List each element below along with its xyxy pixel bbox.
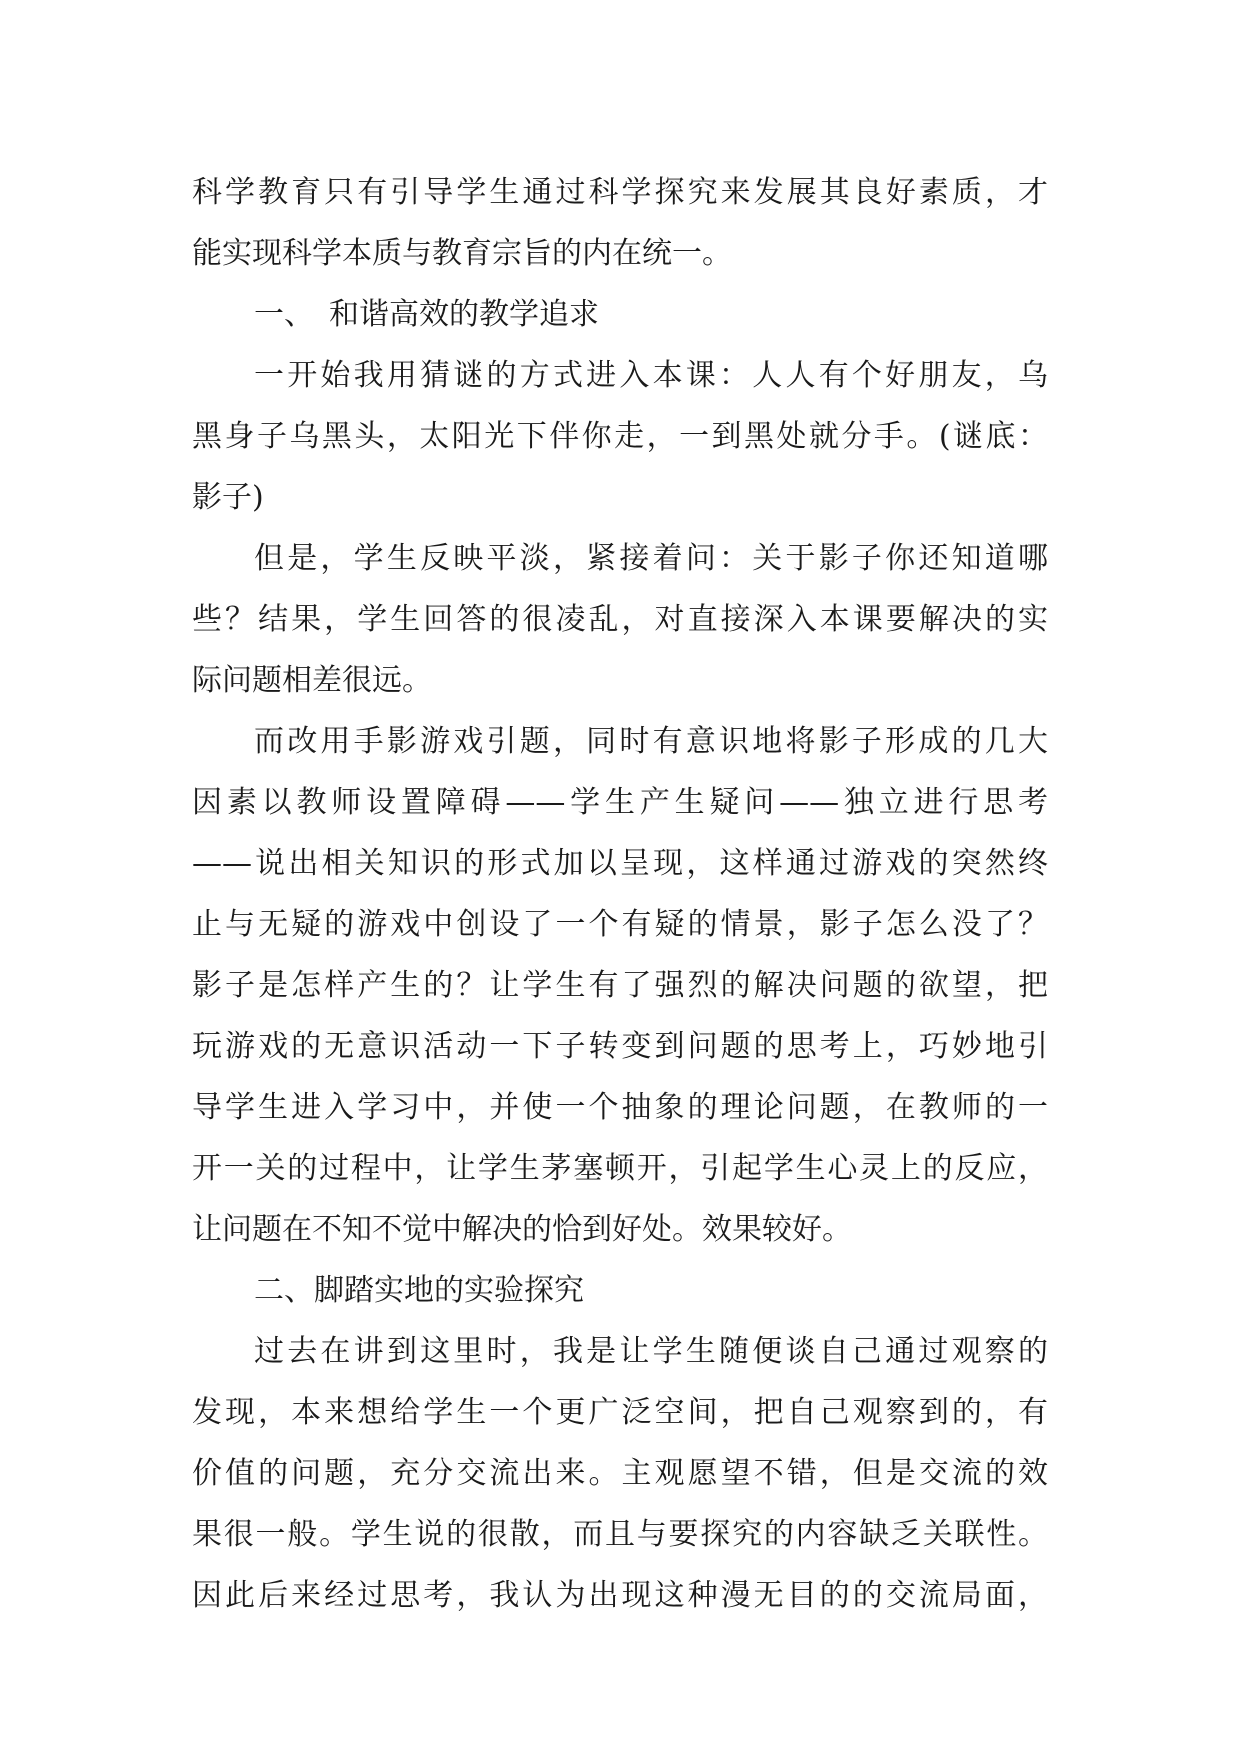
text-line: ——说出相关知识的形式加以呈现，这样通过游戏的突然终 — [192, 846, 1048, 881]
text-line: 但是，学生反映平淡，紧接着问：关于影子你还知道哪 — [254, 541, 1048, 576]
text-line: 际问题相差很远。 — [192, 663, 432, 698]
text-line: 止与无疑的游戏中创设了一个有疑的情景，影子怎么没了？ — [192, 907, 1048, 942]
text-line: 发现，本来想给学生一个更广泛空间，把自己观察到的，有 — [192, 1395, 1048, 1430]
document-body — [192, 162, 1048, 1626]
text-line: 能实现科学本质与教育宗旨的内在统一。 — [192, 236, 732, 271]
section-heading: 一、 和谐高效的教学追求 — [254, 297, 599, 332]
text-line: 而改用手影游戏引题，同时有意识地将影子形成的几大 — [254, 724, 1048, 759]
text-line: 让问题在不知不觉中解决的恰到好处。效果较好。 — [192, 1212, 852, 1247]
text-line: 黑身子乌黑头，太阳光下伴你走，一到黑处就分手。(谜底： — [192, 419, 1048, 454]
text-line: 因此后来经过思考，我认为出现这种漫无目的的交流局面， — [192, 1578, 1048, 1613]
text-line: 果很一般。学生说的很散，而且与要探究的内容缺乏关联性。 — [192, 1517, 1048, 1552]
text-line: 价值的问题，充分交流出来。主观愿望不错，但是交流的效 — [192, 1456, 1048, 1491]
text-line: 玩游戏的无意识活动一下子转变到问题的思考上，巧妙地引 — [192, 1029, 1048, 1064]
text-line: 科学教育只有引导学生通过科学探究来发展其良好素质，才 — [192, 175, 1048, 210]
text-line: 些？结果，学生回答的很凌乱，对直接深入本课要解决的实 — [192, 602, 1048, 637]
text-line: 影子) — [192, 480, 264, 515]
text-line: 一开始我用猜谜的方式进入本课：人人有个好朋友，乌 — [254, 358, 1048, 393]
text-line: 影子是怎样产生的？让学生有了强烈的解决问题的欲望，把 — [192, 968, 1048, 1003]
text-line: 导学生进入学习中，并使一个抽象的理论问题，在教师的一 — [192, 1090, 1048, 1125]
text-line: 开一关的过程中，让学生茅塞顿开，引起学生心灵上的反应， — [192, 1151, 1048, 1186]
text-line: 因素以教师设置障碍——学生产生疑问——独立进行思考 — [192, 785, 1048, 820]
section-heading: 二、脚踏实地的实验探究 — [254, 1273, 584, 1308]
text-line: 过去在讲到这里时，我是让学生随便谈自己通过观察的 — [254, 1334, 1048, 1369]
